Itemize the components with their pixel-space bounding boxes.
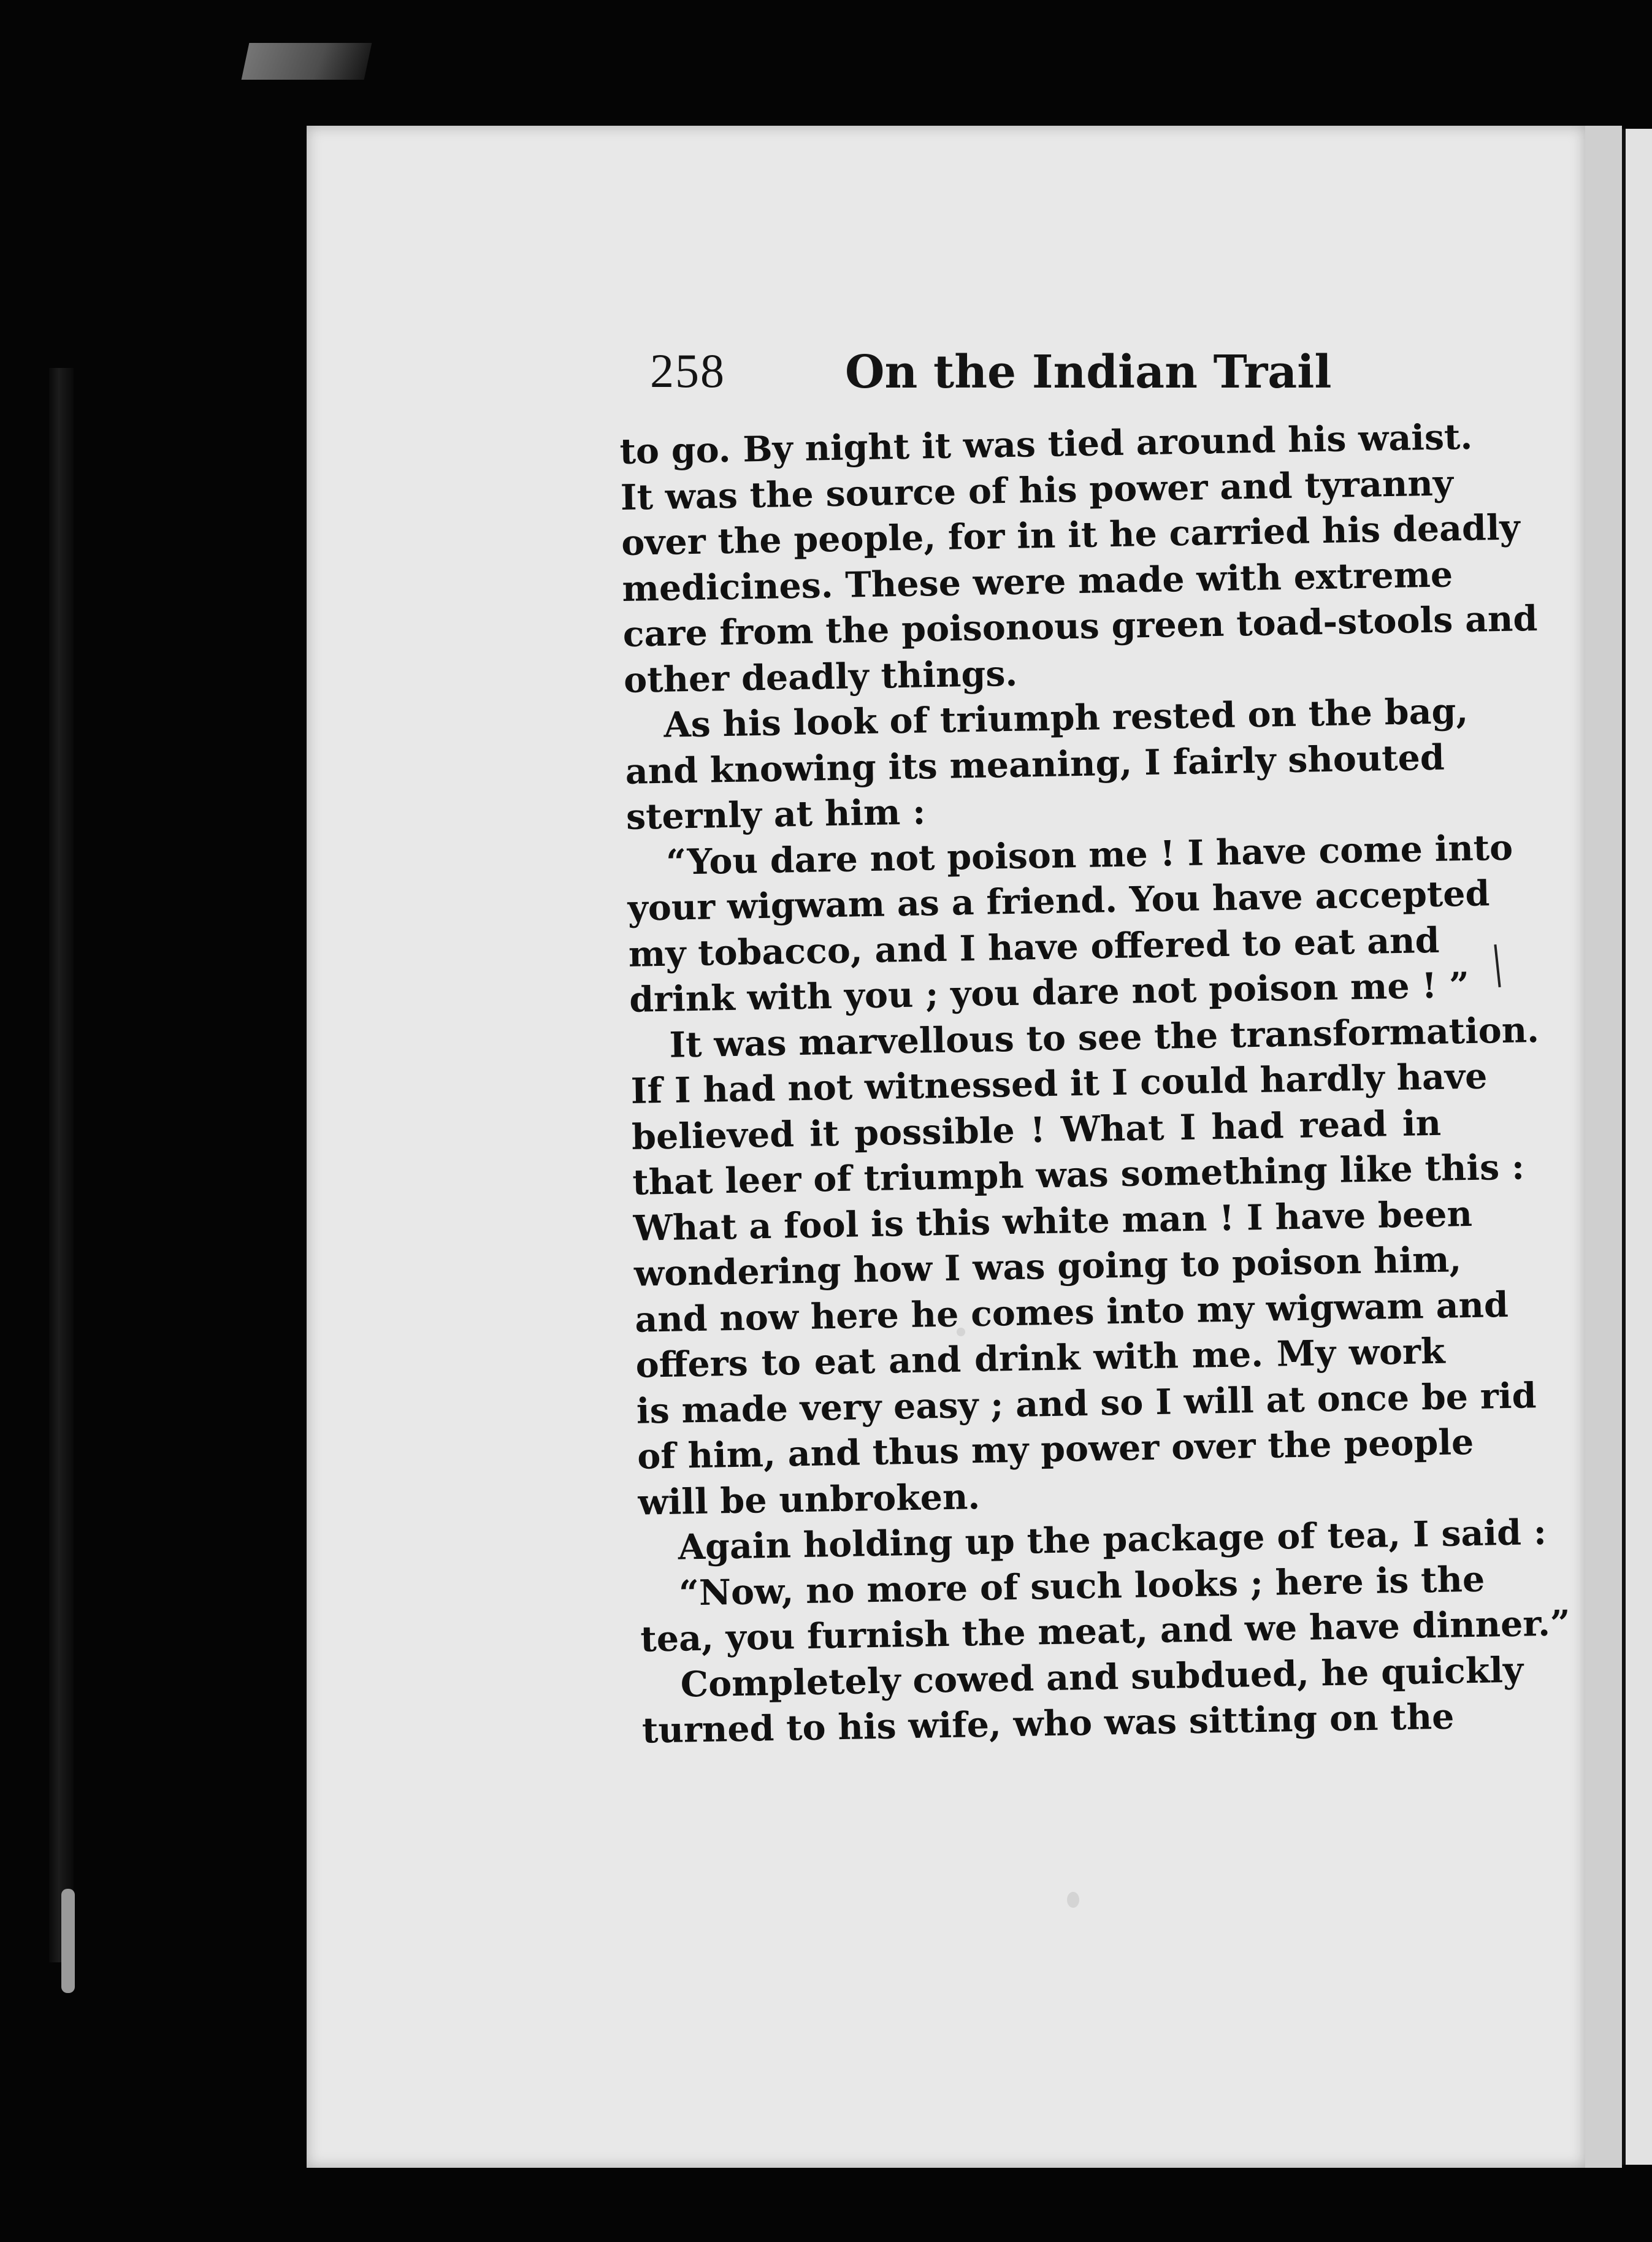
text-line: sternly at him : xyxy=(625,791,926,838)
text-line: “Now, no more of such looks ; here is the xyxy=(678,1558,1485,1614)
text-line: “You dare not poison me ! I have come into xyxy=(665,827,1513,883)
text-line: and knowing its meaning, I fairly shouted xyxy=(625,736,1445,792)
paper-speck xyxy=(1067,1892,1079,1908)
text-line: and now here he comes into my wigwam and xyxy=(634,1284,1509,1341)
text-line: offers to eat and drink with me. My work xyxy=(635,1330,1446,1386)
text-line: drink with you ; you dare not poison me ! ” xyxy=(629,964,1470,1020)
torn-paper-edge xyxy=(242,43,372,80)
running-title: On the Indian Trail xyxy=(845,346,1332,399)
facing-page-edge xyxy=(1622,129,1652,2165)
page-edge-shadow xyxy=(1585,126,1622,2168)
text-line: It was the source of his power and tyranny xyxy=(620,462,1454,518)
text-line: medicines. These were made with extreme xyxy=(621,553,1453,610)
text-line: wondering how I was going to poison him, xyxy=(633,1239,1462,1295)
text-line: As his look of triumph rested on the bag, xyxy=(663,690,1469,746)
book-binding-shadow xyxy=(49,368,74,1962)
text-line: your wigwam as a friend. You have accepted xyxy=(627,873,1490,929)
text-line: If I had not witnessed it I could hardly have xyxy=(630,1055,1488,1112)
text-line: other deadly things. xyxy=(623,652,1018,701)
text-line: What a fool is this white man ! I have been xyxy=(633,1193,1473,1249)
text-line: of him, and thus my power over the people xyxy=(637,1421,1474,1477)
text-line: will be unbroken. xyxy=(637,1475,981,1523)
running-head xyxy=(650,343,1332,405)
text-line: Again holding up the package of tea, I said : xyxy=(678,1511,1547,1568)
text-line: to go. By night it was tied around his waist. xyxy=(619,416,1473,472)
binding-mark xyxy=(61,1889,75,1993)
text-line: turned to his wife, who was sitting on the xyxy=(641,1696,1455,1751)
text-line: over the people, for in it he carried his deadly xyxy=(621,507,1521,564)
text-line: believed it possible ! What I had read in xyxy=(631,1102,1442,1158)
text-line: Completely cowed and subdued, he quickly xyxy=(680,1649,1524,1705)
text-line: that leer of triumph was something like this : xyxy=(632,1146,1525,1203)
text-line: care from the poisonous green toad-stools and xyxy=(622,597,1538,655)
page-number: 258 xyxy=(650,344,725,397)
text-line: tea, you furnish the meat, and we have dinner.” xyxy=(640,1602,1571,1660)
text-line: It was marvellous to see the transformation. xyxy=(668,1009,1540,1066)
body-text xyxy=(619,415,1571,1827)
text-line: is made very easy ; and so I will at once be rid xyxy=(636,1374,1537,1432)
text-line: my tobacco, and I have offered to eat and xyxy=(628,919,1440,975)
